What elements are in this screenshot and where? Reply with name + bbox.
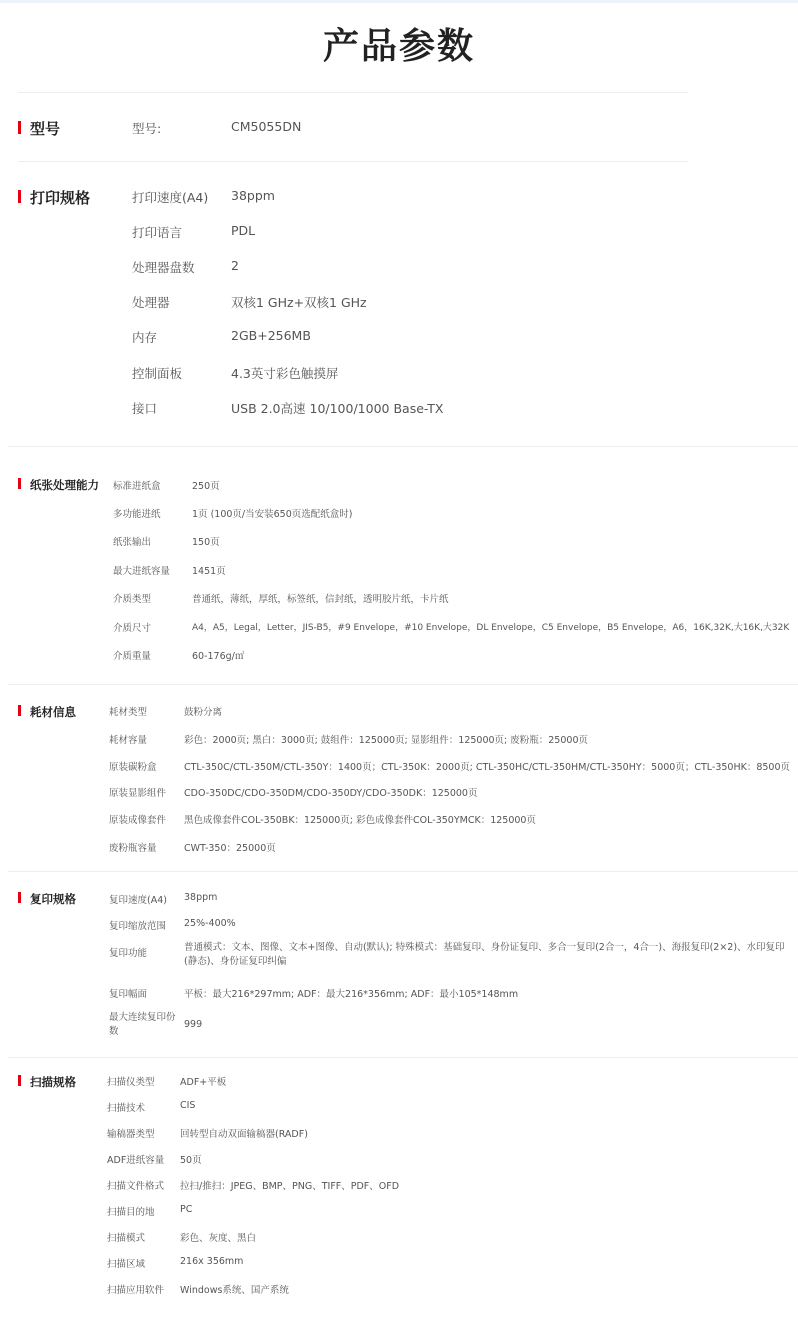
section-divider	[18, 92, 688, 93]
spec-label: 扫描模式	[107, 1232, 146, 1244]
spec-label: 型号:	[132, 120, 162, 136]
spec-value: PC	[180, 1203, 193, 1215]
spec-label: 接口	[132, 400, 158, 416]
section-accent-bar	[18, 478, 21, 489]
spec-value: 25%-400%	[184, 917, 236, 929]
spec-value: 彩色：2000页; 黑白：3000页; 鼓组件：125000页; 显影组件：125000页; 废粉瓶：25000页	[184, 734, 588, 746]
spec-value: 2GB+256MB	[231, 327, 311, 343]
spec-value: 38ppm	[184, 891, 218, 903]
spec-label: 最大进纸容量	[113, 565, 171, 577]
section-divider	[8, 684, 798, 685]
spec-value: 拉扫/推扫：JPEG、BMP、PNG、TIFF、PDF、OFD	[180, 1180, 400, 1192]
spec-label: 扫描目的地	[107, 1206, 155, 1218]
section-accent-bar	[18, 121, 21, 134]
section-title: 打印规格	[30, 189, 91, 207]
spec-value: CDO-350DC/CDO-350DM/CDO-350DY/CDO-350DK：125000页	[184, 787, 478, 799]
spec-value: Windows系统、国产系统	[180, 1284, 289, 1296]
spec-label: 多功能进纸	[113, 508, 161, 520]
spec-label: 介质类型	[113, 593, 152, 605]
spec-value: 平板：最大216*297mm; ADF：最大216*356mm; ADF：最小105*148mm	[184, 988, 519, 1000]
spec-label: 复印幅面	[109, 988, 148, 1000]
spec-label: 处理器	[132, 294, 170, 310]
spec-value: 999	[184, 1018, 203, 1030]
section-accent-bar	[18, 705, 21, 716]
section-accent-bar	[18, 892, 21, 903]
spec-value: A4，A5，Legal，Letter，JIS-B5，#9 Envelope，#10 Envelope，DL Envelope，C5 Envelope，B5 Envelope，A6，16K,32K,大16K,大32K	[192, 622, 790, 633]
spec-label: 扫描区域	[107, 1258, 146, 1270]
section-title: 纸张处理能力	[30, 478, 99, 492]
spec-value: 4.3英寸彩色触摸屏	[231, 365, 339, 381]
section-title: 复印规格	[30, 892, 76, 906]
spec-label: 原装碳粉盒	[109, 761, 157, 773]
spec-label: 扫描文件格式	[107, 1180, 165, 1192]
spec-value: CWT-350：25000页	[184, 842, 276, 854]
spec-label: 废粉瓶容量	[109, 842, 157, 854]
spec-label: 处理器盘数	[132, 259, 195, 275]
spec-value: 普通纸，薄纸，厚纸，标签纸，信封纸，透明胶片纸，卡片纸	[192, 593, 449, 605]
spec-label: ADF进纸容量	[107, 1154, 165, 1166]
spec-label: 复印功能	[109, 947, 148, 959]
spec-label: 介质尺寸	[113, 622, 152, 634]
spec-label: 扫描仪类型	[107, 1076, 155, 1088]
page-title: 产品参数	[322, 26, 475, 67]
spec-value: 1页 (100页/当安装650页选配纸盒时)	[192, 508, 353, 520]
spec-label: 原装成像套件	[109, 814, 167, 826]
section-accent-bar	[18, 190, 21, 203]
spec-label: 扫描技术	[107, 1102, 146, 1114]
spec-value: 普通模式：文本、图像、文本+图像、自动(默认); 特殊模式：基础复印、身份证复印、多合一复印(2合一，4合一)、海报复印(2×2)、水印复印(静态)、身份证复印纠偏	[184, 942, 785, 967]
spec-label: 扫描应用软件	[107, 1284, 165, 1296]
spec-label: 最大连续复印份数	[109, 1012, 176, 1037]
section-title: 扫描规格	[30, 1075, 76, 1089]
spec-value: CM5055DN	[231, 118, 302, 134]
section-divider	[8, 871, 798, 872]
spec-value: 回转型自动双面输稿器(RADF)	[180, 1128, 308, 1140]
spec-value: 鼓粉分离	[184, 706, 223, 718]
spec-value: CIS	[180, 1099, 196, 1111]
spec-value: 1451页	[192, 565, 226, 577]
spec-label: 打印语言	[132, 224, 183, 240]
spec-label: 控制面板	[132, 365, 183, 381]
section-accent-bar	[18, 1075, 21, 1086]
spec-label: 打印速度(A4)	[132, 189, 209, 205]
spec-label: 原装显影组件	[109, 787, 167, 799]
spec-value: 216x 356mm	[180, 1255, 244, 1267]
spec-label: 标准进纸盒	[113, 480, 161, 492]
spec-value: 60-176g/㎡	[192, 650, 245, 662]
section-divider	[8, 1057, 798, 1058]
section-title: 耗材信息	[30, 705, 76, 719]
spec-value: PDL	[231, 222, 256, 238]
section-divider	[8, 446, 798, 447]
spec-value: 彩色、灰度、黑白	[180, 1232, 257, 1244]
section-divider	[18, 161, 688, 162]
spec-value: 50页	[180, 1154, 202, 1166]
spec-label: 内存	[132, 329, 158, 345]
spec-value: USB 2.0高速 10/100/1000 Base-TX	[231, 400, 444, 416]
spec-label: 纸张输出	[113, 536, 152, 548]
spec-value: CTL-350C/CTL-350M/CTL-350Y：1400页；CTL-350K：2000页; CTL-350HC/CTL-350HM/CTL-350HY：5000页；CTL-350HK：8500页	[184, 761, 791, 773]
spec-value: 黑色成像套件COL-350BK：125000页; 彩色成像套件COL-350YMCK：125000页	[184, 814, 536, 826]
spec-value: ADF+平板	[180, 1076, 227, 1088]
spec-value: 双核1 GHz+双核1 GHz	[231, 294, 367, 310]
spec-label: 耗材容量	[109, 734, 148, 746]
spec-label: 耗材类型	[109, 706, 148, 718]
spec-label: 输稿器类型	[107, 1128, 155, 1140]
spec-label: 介质重量	[113, 650, 152, 662]
spec-value: 150页	[192, 536, 220, 548]
spec-label: 复印缩放范围	[109, 920, 167, 932]
spec-value: 38ppm	[231, 187, 275, 203]
top-strip	[0, 0, 798, 3]
spec-label: 复印速度(A4)	[109, 894, 167, 906]
spec-value: 2	[231, 257, 239, 273]
spec-value: 250页	[192, 480, 220, 492]
section-title: 型号	[30, 120, 61, 138]
